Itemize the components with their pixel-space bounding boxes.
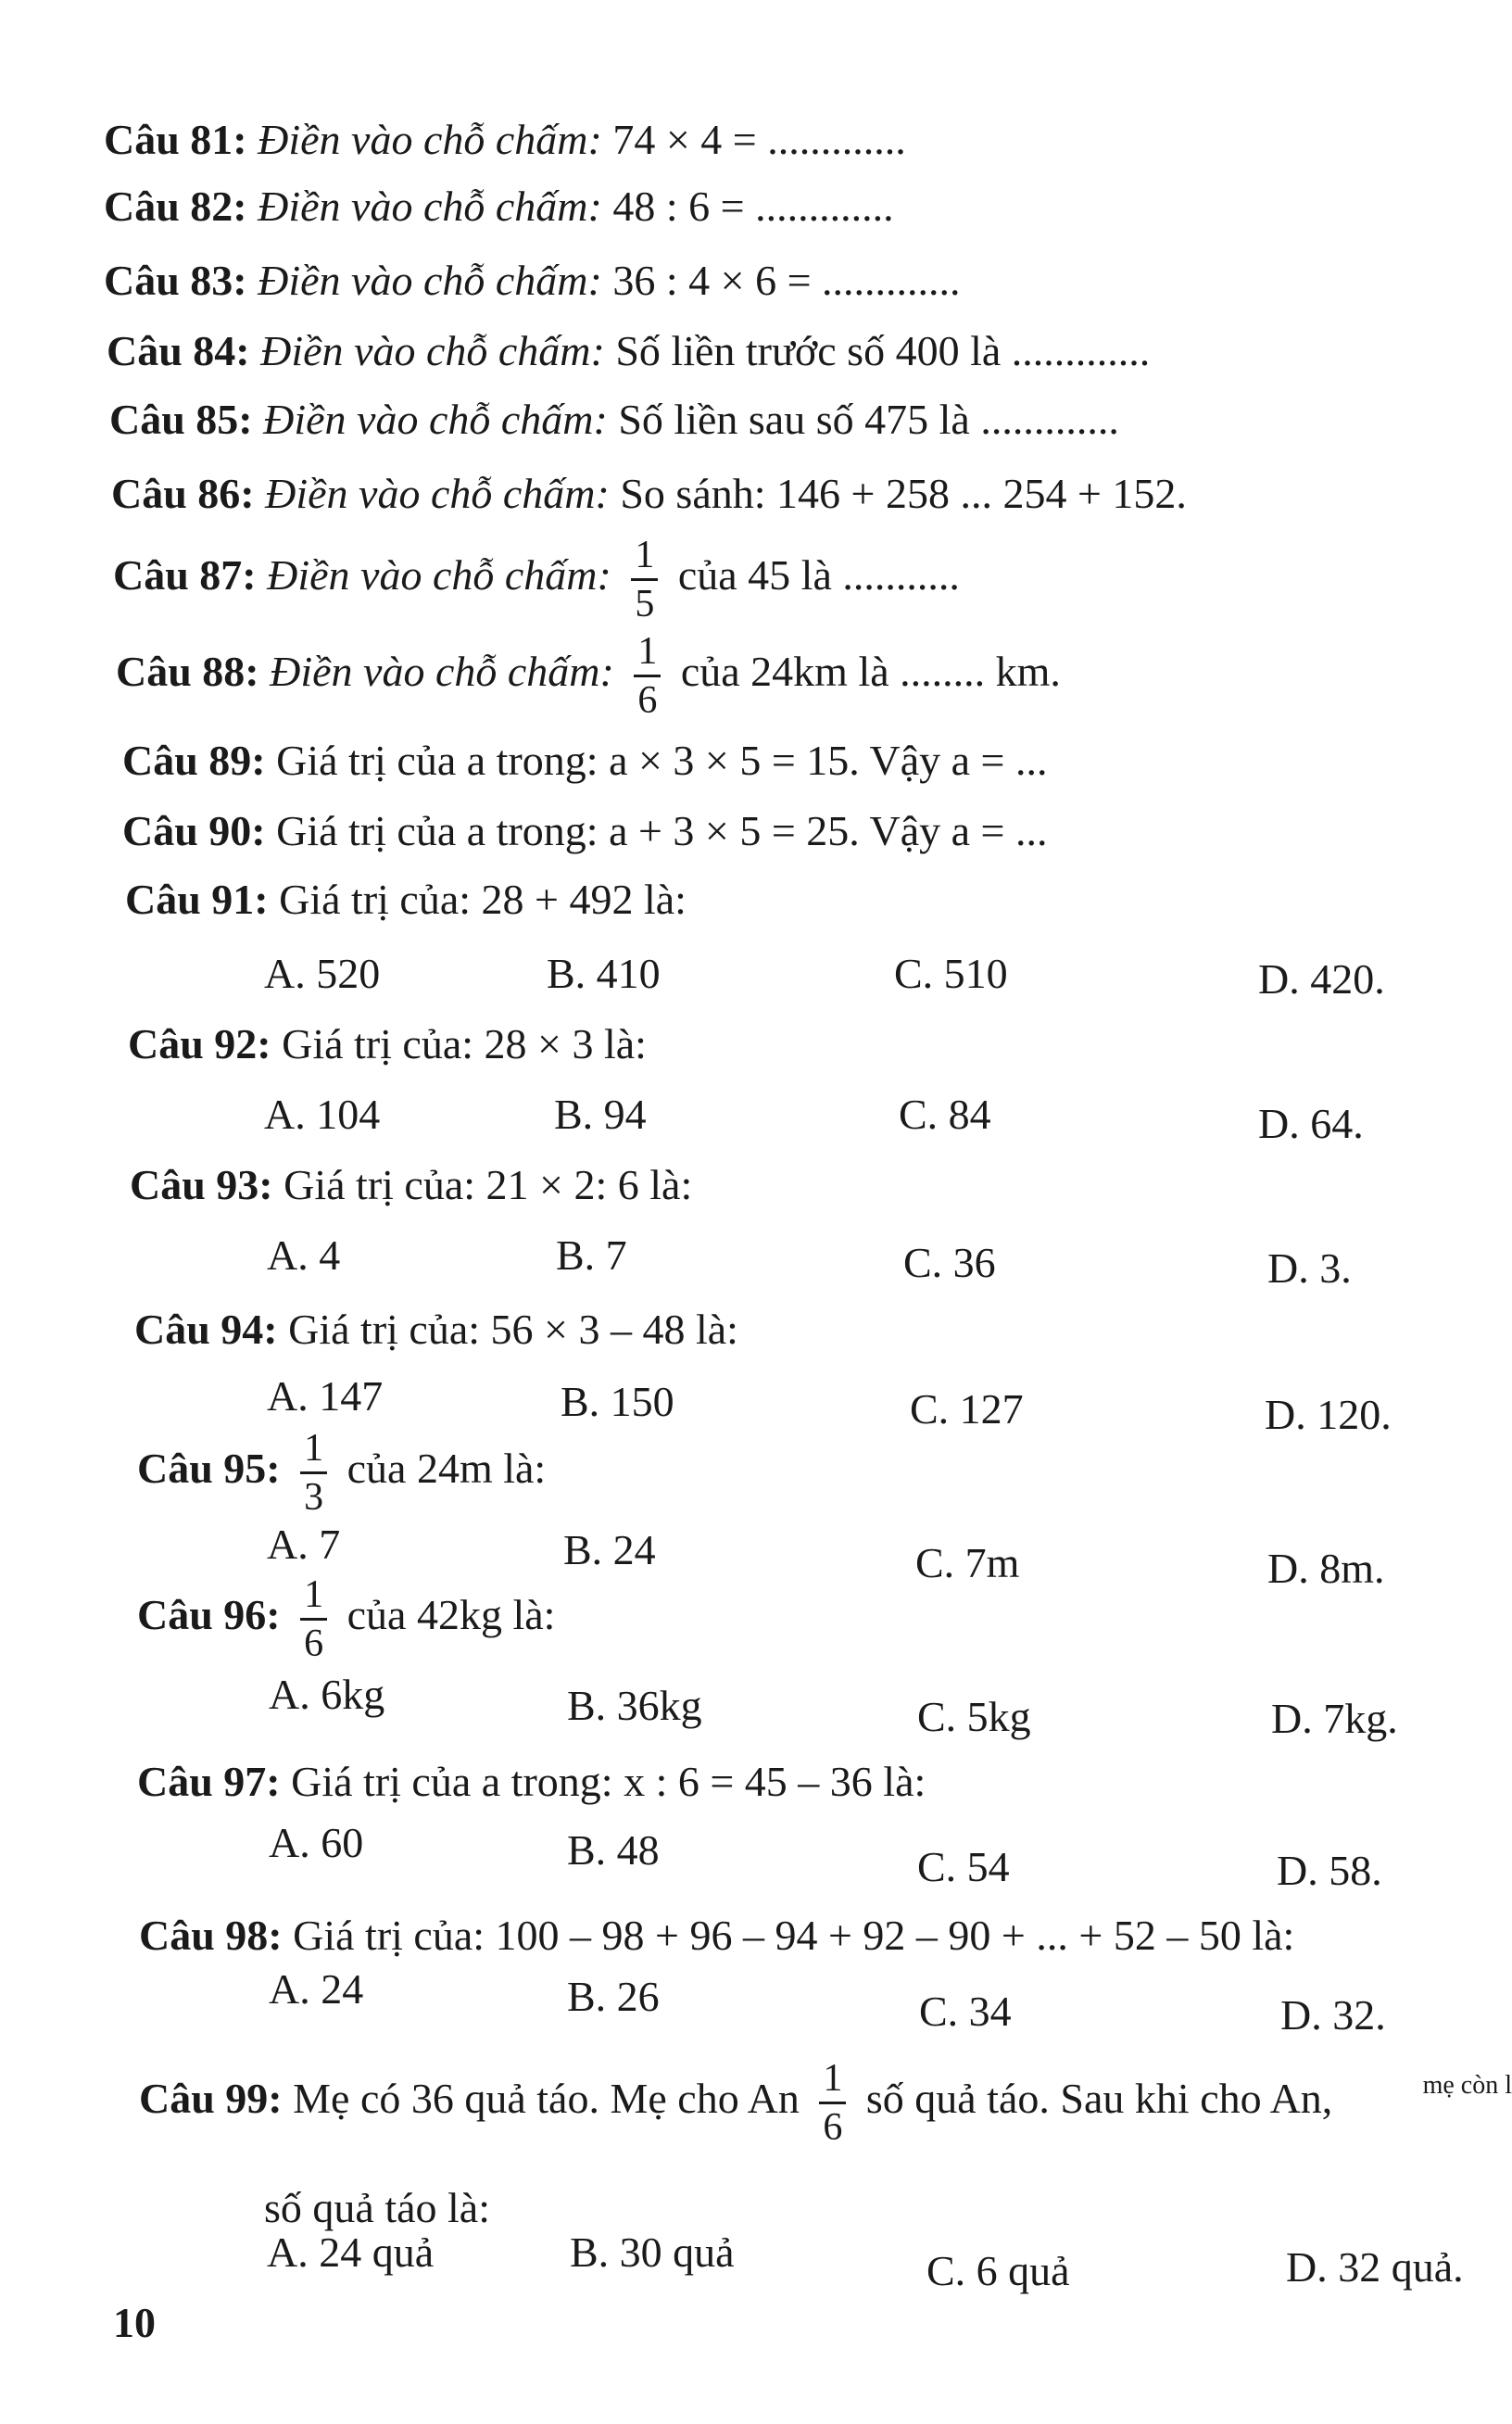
option-d: D. 32 quả. bbox=[1286, 2243, 1464, 2291]
question-98 bbox=[139, 1914, 1294, 1957]
option-b: B. 7 bbox=[556, 1231, 627, 1279]
option-a: A. 520 bbox=[264, 950, 381, 997]
question-number: Câu 92: bbox=[128, 1020, 271, 1067]
fraction-bar bbox=[819, 2102, 846, 2104]
option-c: C. 5kg bbox=[917, 1693, 1031, 1740]
option-a: A. 24 quả bbox=[267, 2228, 435, 2276]
question-text: của 24m là: bbox=[346, 1445, 547, 1493]
question-91 bbox=[125, 878, 687, 921]
option-b: B. 48 bbox=[567, 1826, 660, 1874]
question-number: Câu 89: bbox=[122, 737, 266, 784]
question-lead: Điền vào chỗ chấm: bbox=[258, 116, 602, 163]
fraction bbox=[300, 1575, 327, 1663]
question-lead: Giá trị của: bbox=[293, 1912, 485, 1959]
question-lead: Điền vào chỗ chấm: bbox=[270, 648, 614, 696]
question-text: Số liền sau số 475 là ............. bbox=[618, 396, 1119, 443]
option-d: D. 58. bbox=[1277, 1847, 1382, 1894]
question-number: Câu 83: bbox=[104, 257, 247, 304]
option-a: A. 104 bbox=[264, 1091, 381, 1138]
question-text: của 42kg là: bbox=[346, 1591, 556, 1639]
question-lead: Giá trị của: bbox=[284, 1161, 476, 1208]
option-c: C. 510 bbox=[894, 950, 1008, 997]
fraction-denominator: 6 bbox=[304, 1622, 324, 1665]
question-number: Câu 85: bbox=[109, 396, 253, 443]
fraction bbox=[300, 1429, 327, 1517]
option-d: D. 32. bbox=[1280, 1991, 1386, 2039]
question-text: của 24km là ........ km. bbox=[680, 648, 1061, 696]
option-b: B. 24 bbox=[563, 1526, 656, 1573]
option-d: D. 8m. bbox=[1267, 1545, 1385, 1592]
question-93 bbox=[130, 1161, 693, 1208]
option-a: A. 24 bbox=[269, 1965, 364, 2013]
question-lead: Giá trị của a trong: bbox=[291, 1758, 613, 1805]
question-lead: Điền vào chỗ chấm: bbox=[260, 327, 605, 374]
fraction-numerator: 1 bbox=[304, 1573, 324, 1616]
question-text: a + 3 × 5 = 25. Vậy a = ... bbox=[609, 807, 1048, 854]
question-86 bbox=[111, 470, 1187, 517]
question-84 bbox=[107, 327, 1151, 374]
question-lead: Giá trị của a trong: bbox=[276, 737, 598, 784]
option-b: B. 410 bbox=[547, 950, 661, 997]
question-text: 74 × 4 = ............. bbox=[612, 116, 906, 163]
option-d: D. 3. bbox=[1267, 1244, 1352, 1292]
fraction-denominator: 5 bbox=[635, 583, 655, 625]
question-81 bbox=[104, 116, 906, 163]
fraction-bar bbox=[300, 1471, 327, 1474]
question-text: So sánh: 146 + 258 ... 254 + 152. bbox=[620, 470, 1187, 517]
question-number: Câu 82: bbox=[104, 183, 247, 230]
question-number: Câu 91: bbox=[125, 876, 269, 923]
question-92 bbox=[128, 1020, 647, 1067]
fraction-bar bbox=[634, 675, 661, 677]
question-number: Câu 81: bbox=[104, 116, 247, 163]
option-a: A. 6kg bbox=[269, 1671, 385, 1718]
question-lead: Điền vào chỗ chấm: bbox=[267, 551, 611, 600]
fraction bbox=[631, 536, 658, 624]
question-number: Câu 95: bbox=[137, 1445, 281, 1493]
question-text: 28 × 3 là: bbox=[484, 1020, 647, 1067]
option-b: B. 150 bbox=[561, 1378, 674, 1425]
question-line2: số quả táo là: bbox=[264, 2184, 490, 2231]
option-c: C. 34 bbox=[919, 1988, 1012, 2035]
question-number: Câu 93: bbox=[130, 1161, 273, 1208]
question-lead: Giá trị của: bbox=[279, 876, 472, 923]
option-c: C. 54 bbox=[917, 1843, 1010, 1890]
question-lead: Giá trị của: bbox=[288, 1306, 481, 1353]
question-text: 28 + 492 là: bbox=[481, 876, 687, 923]
option-b: B. 36kg bbox=[567, 1682, 702, 1729]
option-c: C. 84 bbox=[899, 1091, 991, 1138]
question-lead: Giá trị của a trong: bbox=[276, 807, 598, 854]
question-text: Số liền trước số 400 là ............. bbox=[615, 327, 1151, 374]
question-text: 48 : 6 = ............. bbox=[612, 183, 894, 230]
option-d: D. 64. bbox=[1258, 1100, 1364, 1147]
question-lead: Điền vào chỗ chấm: bbox=[258, 257, 602, 304]
question-text: 21 × 2: 6 là: bbox=[485, 1161, 693, 1208]
question-82 bbox=[104, 185, 894, 228]
question-tail-cut: mẹ còn l bbox=[1422, 2071, 1512, 2100]
question-lead: Điền vào chỗ chấm: bbox=[265, 470, 610, 517]
option-d: D. 7kg. bbox=[1271, 1695, 1398, 1742]
question-87 bbox=[113, 536, 960, 624]
question-97 bbox=[137, 1758, 926, 1805]
fraction-bar bbox=[631, 578, 658, 581]
question-text: 56 × 3 – 48 là: bbox=[490, 1306, 738, 1353]
option-c: C. 7m bbox=[915, 1539, 1020, 1586]
fraction-numerator: 1 bbox=[635, 534, 655, 576]
fraction-denominator: 6 bbox=[637, 679, 658, 722]
question-lead: Điền vào chỗ chấm: bbox=[258, 183, 602, 230]
fraction-numerator: 1 bbox=[304, 1427, 324, 1470]
question-89 bbox=[122, 739, 1047, 782]
option-b: B. 30 quả bbox=[570, 2228, 735, 2276]
question-94 bbox=[134, 1308, 738, 1351]
question-lead: Mẹ có 36 quả táo. Mẹ cho An bbox=[293, 2075, 800, 2123]
fraction-bar bbox=[300, 1618, 327, 1621]
fraction-denominator: 3 bbox=[304, 1476, 324, 1519]
option-c: C. 36 bbox=[903, 1239, 996, 1286]
question-number: Câu 88: bbox=[116, 648, 259, 696]
question-number: Câu 98: bbox=[139, 1912, 283, 1959]
fraction-numerator: 1 bbox=[823, 2057, 843, 2100]
option-d: D. 420. bbox=[1258, 955, 1385, 1003]
question-99 bbox=[139, 2059, 1332, 2147]
option-a: A. 147 bbox=[267, 1372, 384, 1420]
question-95 bbox=[137, 1429, 546, 1517]
option-b: B. 26 bbox=[567, 1973, 660, 2020]
question-number: Câu 97: bbox=[137, 1758, 281, 1805]
question-text: 100 – 98 + 96 – 94 + 92 – 90 + ... + 52 – 50 là: bbox=[495, 1912, 1295, 1959]
question-number: Câu 84: bbox=[107, 327, 250, 374]
question-number: Câu 90: bbox=[122, 807, 266, 854]
question-lead: Giá trị của: bbox=[282, 1020, 474, 1067]
fraction-denominator: 6 bbox=[823, 2106, 843, 2149]
option-a: A. 7 bbox=[267, 1521, 341, 1568]
question-number: Câu 99: bbox=[139, 2075, 283, 2123]
question-85 bbox=[109, 398, 1119, 441]
question-text: số quả táo. Sau khi cho An, bbox=[865, 2075, 1333, 2123]
question-88 bbox=[116, 632, 1061, 720]
question-number: Câu 86: bbox=[111, 470, 255, 517]
fraction bbox=[634, 632, 661, 720]
option-a: A. 60 bbox=[269, 1819, 364, 1866]
question-90 bbox=[122, 807, 1048, 854]
option-d: D. 120. bbox=[1265, 1391, 1392, 1438]
question-number: Câu 87: bbox=[113, 551, 257, 600]
option-c: C. 127 bbox=[910, 1385, 1024, 1433]
fraction-numerator: 1 bbox=[637, 630, 658, 673]
option-b: B. 94 bbox=[554, 1091, 647, 1138]
question-text: của 45 là ........... bbox=[677, 551, 960, 600]
question-text: x : 6 = 45 – 36 là: bbox=[624, 1758, 926, 1805]
question-text: 36 : 4 × 6 = ............. bbox=[612, 257, 961, 304]
question-number: Câu 96: bbox=[137, 1591, 281, 1639]
question-lead: Điền vào chỗ chấm: bbox=[263, 396, 608, 443]
question-text: a × 3 × 5 = 15. Vậy a = ... bbox=[609, 737, 1048, 784]
fraction bbox=[819, 2059, 846, 2147]
option-c: C. 6 quả bbox=[926, 2247, 1070, 2294]
question-83 bbox=[104, 259, 961, 302]
page-number: 10 bbox=[113, 2299, 156, 2346]
question-96 bbox=[137, 1575, 555, 1663]
option-a: A. 4 bbox=[267, 1231, 341, 1279]
question-number: Câu 94: bbox=[134, 1306, 278, 1353]
